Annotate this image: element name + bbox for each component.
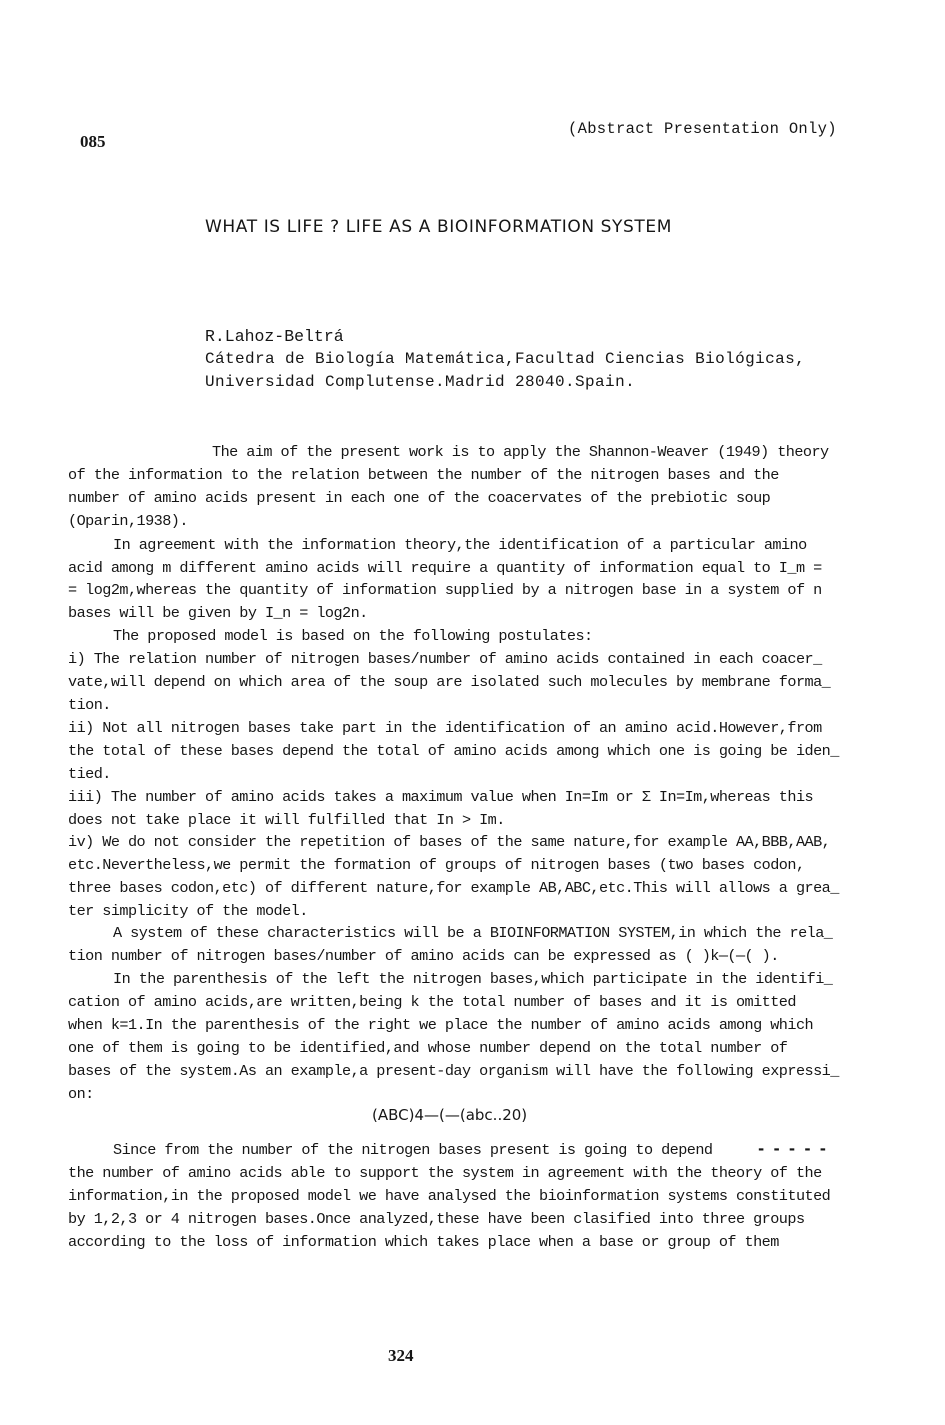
affiliation-line-1: Cátedra de Biología Matemática,Facultad Ciencias Biológicas,	[205, 350, 806, 368]
body-line: three bases codon,etc) of different nature,for example AB,ABC,etc.This will allows a grea_	[68, 879, 839, 897]
body-line: does not take place it will fulfilled that In > Im.	[68, 811, 505, 829]
body-line: tion.	[68, 696, 111, 714]
page-number: 324	[388, 1346, 414, 1365]
body-line: ii) Not all nitrogen bases take part in the identification of an amino acid.However,from	[68, 719, 822, 737]
body-line: acid among m different amino acids will require a quantity of information equal to I_m =	[68, 559, 822, 577]
body-line: one of them is going to be identified,and whose number depend on the total number of	[68, 1039, 788, 1057]
affiliation-line-2: Universidad Complutense.Madrid 28040.Spain.	[205, 373, 636, 391]
body-line: on:	[68, 1085, 94, 1103]
body-line: number of amino acids present in each one of the coacervates of the prebiotic soup	[68, 489, 771, 507]
body-line: etc.Nevertheless,we permit the formation of groups of nitrogen bases (two bases codon,	[68, 856, 805, 874]
body-line: bases will be given by I_n = log2n.	[68, 604, 368, 622]
body-line: The aim of the present work is to apply the Shannon-Weaver (1949) theory	[212, 443, 829, 461]
body-line: when k=1.In the parenthesis of the right we place the number of amino acids among which	[68, 1016, 814, 1034]
body-line: by 1,2,3 or 4 nitrogen bases.Once analyzed,these have been clasified into three groups	[68, 1210, 805, 1228]
formula-example: (ABC)4—(—(abc..20)	[372, 1106, 528, 1124]
body-line: tied.	[68, 765, 111, 783]
body-line: A system of these characteristics will be a BIOINFORMATION SYSTEM,in which the rela_	[113, 924, 833, 942]
body-line: according to the loss of information which takes place when a base or group of them	[68, 1233, 779, 1251]
body-line: Since from the number of the nitrogen bases present is going to depend	[113, 1141, 713, 1159]
paper-title: WHAT IS LIFE ? LIFE AS A BIOINFORMATION SYSTEM	[205, 217, 672, 237]
body-line: The proposed model is based on the following postulates:	[113, 627, 593, 645]
body-line: cation of amino acids,are written,being k the total number of bases and it is omitted	[68, 993, 796, 1011]
body-line: iv) We do not consider the repetition of bases of the same nature,for example AA,BBB,AAB,	[68, 833, 831, 851]
body-line: ter simplicity of the model.	[68, 902, 308, 920]
body-line: tion number of nitrogen bases/number of amino acids can be expressed as ( )k—(—( ).	[68, 947, 779, 965]
body-line: iii) The number of amino acids takes a maximum value when In=Im or Σ In=Im,whereas this	[68, 788, 814, 806]
body-line: vate,will depend on which area of the soup are isolated such molecules by membrane forma_	[68, 673, 831, 691]
body-line: the number of amino acids able to support the system in agreement with the theory of the	[68, 1164, 822, 1182]
author-name: R.Lahoz-Beltrá	[205, 327, 344, 346]
body-line: In agreement with the information theory,the identification of a particular amino	[113, 536, 807, 554]
body-line: = log2m,whereas the quantity of information supplied by a nitrogen base in a system of n	[68, 581, 822, 599]
body-line: of the information to the relation between the number of the nitrogen bases and the	[68, 466, 779, 484]
body-line: In the parenthesis of the left the nitrogen bases,which participate in the identifi_	[113, 970, 833, 988]
dash-separator: - - - - -	[758, 1140, 829, 1158]
page-code: 085	[80, 132, 106, 151]
body-line: the total of these bases depend the total of amino acids among which one is going be iden_	[68, 742, 839, 760]
body-line: bases of the system.As an example,a present-day organism will have the following expressi_	[68, 1062, 839, 1080]
body-line: (Oparin,1938).	[68, 512, 188, 530]
abstract-note: (Abstract Presentation Only)	[568, 120, 837, 138]
body-line: information,in the proposed model we have analysed the bioinformation systems constituted	[68, 1187, 831, 1205]
body-line: i) The relation number of nitrogen bases/number of amino acids contained in each coacer_	[68, 650, 822, 668]
